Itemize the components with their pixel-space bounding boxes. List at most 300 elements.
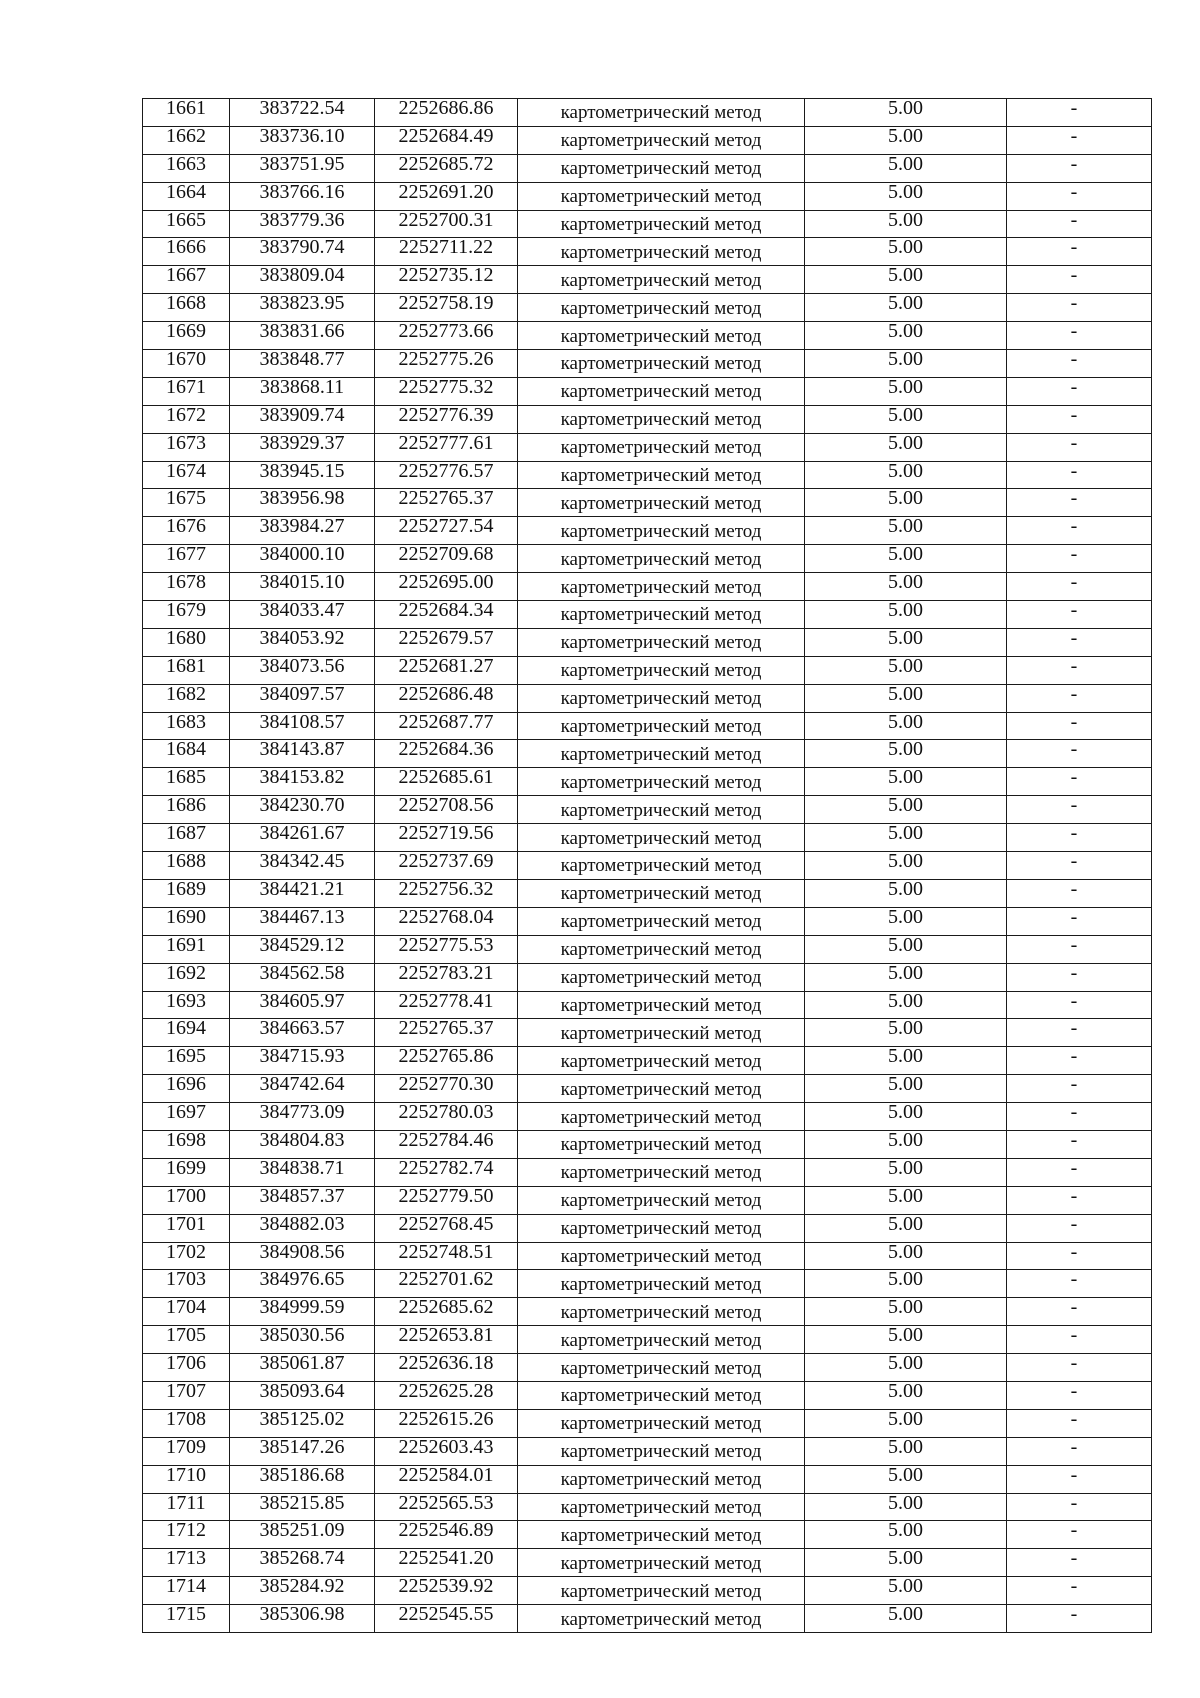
x-coordinate-cell: 385147.26 [230,1437,375,1465]
y-coordinate-cell: 2252711.22 [375,238,518,266]
table-row [143,1465,1152,1493]
point-number-cell: 1698 [143,1130,230,1158]
y-coordinate-cell: 2252784.46 [375,1130,518,1158]
note-cell: - [1007,1158,1152,1186]
point-number-cell: 1674 [143,461,230,489]
method-cell: картометрический метод [518,740,805,768]
method-cell: картометрический метод [518,1437,805,1465]
note-cell: - [1007,963,1152,991]
accuracy-cell: 5.00 [805,1605,1007,1633]
table-row [143,852,1152,880]
y-coordinate-cell: 2252653.81 [375,1326,518,1354]
table-row [143,1214,1152,1242]
x-coordinate-cell: 384562.58 [230,963,375,991]
x-coordinate-cell: 384529.12 [230,935,375,963]
x-coordinate-cell: 383909.74 [230,405,375,433]
point-number-cell: 1702 [143,1242,230,1270]
table-row [143,1242,1152,1270]
method-cell: картометрический метод [518,1075,805,1103]
y-coordinate-cell: 2252775.53 [375,935,518,963]
note-cell: - [1007,712,1152,740]
note-cell: - [1007,1270,1152,1298]
point-number-cell: 1708 [143,1409,230,1437]
x-coordinate-cell: 385093.64 [230,1381,375,1409]
point-number-cell: 1686 [143,796,230,824]
x-coordinate-cell: 384976.65 [230,1270,375,1298]
y-coordinate-cell: 2252684.49 [375,126,518,154]
y-coordinate-cell: 2252679.57 [375,628,518,656]
point-number-cell: 1692 [143,963,230,991]
note-cell: - [1007,1047,1152,1075]
method-cell: картометрический метод [518,907,805,935]
x-coordinate-cell: 385125.02 [230,1409,375,1437]
method-cell: картометрический метод [518,1298,805,1326]
accuracy-cell: 5.00 [805,1047,1007,1075]
y-coordinate-cell: 2252545.55 [375,1605,518,1633]
note-cell: - [1007,405,1152,433]
note-cell: - [1007,1381,1152,1409]
x-coordinate-cell: 385186.68 [230,1465,375,1493]
point-number-cell: 1671 [143,377,230,405]
x-coordinate-cell: 384857.37 [230,1186,375,1214]
accuracy-cell: 5.00 [805,684,1007,712]
point-number-cell: 1714 [143,1577,230,1605]
x-coordinate-cell: 384230.70 [230,796,375,824]
y-coordinate-cell: 2252709.68 [375,545,518,573]
y-coordinate-cell: 2252685.72 [375,154,518,182]
note-cell: - [1007,377,1152,405]
accuracy-cell: 5.00 [805,154,1007,182]
accuracy-cell: 5.00 [805,377,1007,405]
x-coordinate-cell: 384663.57 [230,1019,375,1047]
point-number-cell: 1684 [143,740,230,768]
point-number-cell: 1703 [143,1270,230,1298]
y-coordinate-cell: 2252685.61 [375,768,518,796]
x-coordinate-cell: 384015.10 [230,573,375,601]
accuracy-cell: 5.00 [805,1409,1007,1437]
y-coordinate-cell: 2252636.18 [375,1354,518,1382]
x-coordinate-cell: 384097.57 [230,684,375,712]
accuracy-cell: 5.00 [805,712,1007,740]
accuracy-cell: 5.00 [805,1214,1007,1242]
table-row [143,1521,1152,1549]
table-row [143,1381,1152,1409]
note-cell: - [1007,517,1152,545]
accuracy-cell: 5.00 [805,517,1007,545]
table-row [143,350,1152,378]
method-cell: картометрический метод [518,1270,805,1298]
table-row [143,907,1152,935]
method-cell: картометрический метод [518,796,805,824]
y-coordinate-cell: 2252765.37 [375,1019,518,1047]
point-number-cell: 1669 [143,322,230,350]
y-coordinate-cell: 2252681.27 [375,656,518,684]
accuracy-cell: 5.00 [805,935,1007,963]
table-row [143,1577,1152,1605]
note-cell: - [1007,656,1152,684]
note-cell: - [1007,824,1152,852]
note-cell: - [1007,545,1152,573]
x-coordinate-cell: 384773.09 [230,1103,375,1131]
method-cell: картометрический метод [518,1214,805,1242]
y-coordinate-cell: 2252770.30 [375,1075,518,1103]
table-row [143,628,1152,656]
method-cell: картометрический метод [518,322,805,350]
point-number-cell: 1667 [143,266,230,294]
method-cell: картометрический метод [518,238,805,266]
x-coordinate-cell: 383868.11 [230,377,375,405]
note-cell: - [1007,461,1152,489]
x-coordinate-cell: 384053.92 [230,628,375,656]
point-number-cell: 1687 [143,824,230,852]
point-number-cell: 1704 [143,1298,230,1326]
note-cell: - [1007,294,1152,322]
y-coordinate-cell: 2252584.01 [375,1465,518,1493]
point-number-cell: 1690 [143,907,230,935]
x-coordinate-cell: 384108.57 [230,712,375,740]
note-cell: - [1007,322,1152,350]
point-number-cell: 1681 [143,656,230,684]
y-coordinate-cell: 2252748.51 [375,1242,518,1270]
y-coordinate-cell: 2252541.20 [375,1549,518,1577]
note-cell: - [1007,266,1152,294]
note-cell: - [1007,907,1152,935]
accuracy-cell: 5.00 [805,126,1007,154]
table-row [143,1103,1152,1131]
table-row [143,154,1152,182]
note-cell: - [1007,433,1152,461]
table-row [143,182,1152,210]
accuracy-cell: 5.00 [805,461,1007,489]
method-cell: картометрический метод [518,1354,805,1382]
table-row [143,573,1152,601]
x-coordinate-cell: 384342.45 [230,852,375,880]
note-cell: - [1007,1214,1152,1242]
y-coordinate-cell: 2252765.37 [375,489,518,517]
accuracy-cell: 5.00 [805,1270,1007,1298]
note-cell: - [1007,796,1152,824]
accuracy-cell: 5.00 [805,1130,1007,1158]
table-body [143,99,1152,1633]
point-number-cell: 1666 [143,238,230,266]
y-coordinate-cell: 2252691.20 [375,182,518,210]
table-row [143,656,1152,684]
y-coordinate-cell: 2252615.26 [375,1409,518,1437]
table-row [143,712,1152,740]
accuracy-cell: 5.00 [805,963,1007,991]
x-coordinate-cell: 383945.15 [230,461,375,489]
note-cell: - [1007,1298,1152,1326]
note-cell: - [1007,935,1152,963]
accuracy-cell: 5.00 [805,545,1007,573]
x-coordinate-cell: 384421.21 [230,879,375,907]
y-coordinate-cell: 2252684.36 [375,740,518,768]
y-coordinate-cell: 2252701.62 [375,1270,518,1298]
accuracy-cell: 5.00 [805,796,1007,824]
table-row [143,1075,1152,1103]
point-number-cell: 1688 [143,852,230,880]
accuracy-cell: 5.00 [805,1549,1007,1577]
table-row [143,405,1152,433]
y-coordinate-cell: 2252765.86 [375,1047,518,1075]
method-cell: картометрический метод [518,684,805,712]
x-coordinate-cell: 383984.27 [230,517,375,545]
y-coordinate-cell: 2252783.21 [375,963,518,991]
method-cell: картометрический метод [518,1019,805,1047]
note-cell: - [1007,740,1152,768]
note-cell: - [1007,601,1152,629]
table-row [143,99,1152,127]
accuracy-cell: 5.00 [805,991,1007,1019]
table-row [143,1298,1152,1326]
x-coordinate-cell: 383956.98 [230,489,375,517]
y-coordinate-cell: 2252735.12 [375,266,518,294]
table-row [143,545,1152,573]
note-cell: - [1007,154,1152,182]
point-number-cell: 1699 [143,1158,230,1186]
method-cell: картометрический метод [518,350,805,378]
note-cell: - [1007,1493,1152,1521]
accuracy-cell: 5.00 [805,1493,1007,1521]
method-cell: картометрический метод [518,99,805,127]
note-cell: - [1007,238,1152,266]
y-coordinate-cell: 2252603.43 [375,1437,518,1465]
x-coordinate-cell: 384999.59 [230,1298,375,1326]
x-coordinate-cell: 384261.67 [230,824,375,852]
point-number-cell: 1675 [143,489,230,517]
note-cell: - [1007,126,1152,154]
method-cell: картометрический метод [518,712,805,740]
x-coordinate-cell: 383831.66 [230,322,375,350]
method-cell: картометрический метод [518,824,805,852]
method-cell: картометрический метод [518,601,805,629]
method-cell: картометрический метод [518,879,805,907]
x-coordinate-cell: 383809.04 [230,266,375,294]
accuracy-cell: 5.00 [805,768,1007,796]
point-number-cell: 1689 [143,879,230,907]
y-coordinate-cell: 2252625.28 [375,1381,518,1409]
note-cell: - [1007,852,1152,880]
note-cell: - [1007,573,1152,601]
point-number-cell: 1696 [143,1075,230,1103]
method-cell: картометрический метод [518,1158,805,1186]
x-coordinate-cell: 383823.95 [230,294,375,322]
x-coordinate-cell: 384153.82 [230,768,375,796]
method-cell: картометрический метод [518,294,805,322]
table-row [143,238,1152,266]
method-cell: картометрический метод [518,963,805,991]
point-number-cell: 1677 [143,545,230,573]
point-number-cell: 1668 [143,294,230,322]
point-number-cell: 1710 [143,1465,230,1493]
accuracy-cell: 5.00 [805,1186,1007,1214]
note-cell: - [1007,1521,1152,1549]
point-number-cell: 1706 [143,1354,230,1382]
note-cell: - [1007,1577,1152,1605]
x-coordinate-cell: 385030.56 [230,1326,375,1354]
method-cell: картометрический метод [518,1493,805,1521]
accuracy-cell: 5.00 [805,433,1007,461]
method-cell: картометрический метод [518,154,805,182]
note-cell: - [1007,99,1152,127]
table-row [143,1549,1152,1577]
table-row [143,489,1152,517]
x-coordinate-cell: 383766.16 [230,182,375,210]
y-coordinate-cell: 2252780.03 [375,1103,518,1131]
table-row [143,963,1152,991]
accuracy-cell: 5.00 [805,907,1007,935]
point-number-cell: 1680 [143,628,230,656]
note-cell: - [1007,1130,1152,1158]
y-coordinate-cell: 2252539.92 [375,1577,518,1605]
table-row [143,294,1152,322]
table-row [143,377,1152,405]
point-number-cell: 1685 [143,768,230,796]
table-row [143,1270,1152,1298]
method-cell: картометрический метод [518,461,805,489]
y-coordinate-cell: 2252773.66 [375,322,518,350]
y-coordinate-cell: 2252776.39 [375,405,518,433]
x-coordinate-cell: 384467.13 [230,907,375,935]
point-number-cell: 1715 [143,1605,230,1633]
y-coordinate-cell: 2252695.00 [375,573,518,601]
x-coordinate-cell: 384742.64 [230,1075,375,1103]
note-cell: - [1007,1103,1152,1131]
point-number-cell: 1673 [143,433,230,461]
method-cell: картометрический метод [518,433,805,461]
note-cell: - [1007,991,1152,1019]
method-cell: картометрический метод [518,1605,805,1633]
point-number-cell: 1705 [143,1326,230,1354]
x-coordinate-cell: 385215.85 [230,1493,375,1521]
method-cell: картометрический метод [518,1521,805,1549]
table-row [143,461,1152,489]
y-coordinate-cell: 2252768.45 [375,1214,518,1242]
note-cell: - [1007,1409,1152,1437]
accuracy-cell: 5.00 [805,1019,1007,1047]
y-coordinate-cell: 2252775.26 [375,350,518,378]
method-cell: картометрический метод [518,210,805,238]
y-coordinate-cell: 2252775.32 [375,377,518,405]
accuracy-cell: 5.00 [805,1465,1007,1493]
method-cell: картометрический метод [518,517,805,545]
method-cell: картометрический метод [518,1130,805,1158]
table-row [143,1493,1152,1521]
table-row [143,210,1152,238]
note-cell: - [1007,879,1152,907]
method-cell: картометрический метод [518,656,805,684]
point-number-cell: 1712 [143,1521,230,1549]
table-row [143,1326,1152,1354]
table-row [143,796,1152,824]
table-row [143,601,1152,629]
accuracy-cell: 5.00 [805,1103,1007,1131]
accuracy-cell: 5.00 [805,1381,1007,1409]
table-row [143,991,1152,1019]
accuracy-cell: 5.00 [805,1158,1007,1186]
table-row [143,266,1152,294]
accuracy-cell: 5.00 [805,1326,1007,1354]
point-number-cell: 1662 [143,126,230,154]
method-cell: картометрический метод [518,1242,805,1270]
accuracy-cell: 5.00 [805,852,1007,880]
point-number-cell: 1697 [143,1103,230,1131]
y-coordinate-cell: 2252687.77 [375,712,518,740]
accuracy-cell: 5.00 [805,824,1007,852]
y-coordinate-cell: 2252758.19 [375,294,518,322]
y-coordinate-cell: 2252686.48 [375,684,518,712]
x-coordinate-cell: 384073.56 [230,656,375,684]
method-cell: картометрический метод [518,489,805,517]
method-cell: картометрический метод [518,545,805,573]
table-row [143,1130,1152,1158]
y-coordinate-cell: 2252700.31 [375,210,518,238]
point-number-cell: 1713 [143,1549,230,1577]
method-cell: картометрический метод [518,1465,805,1493]
x-coordinate-cell: 384838.71 [230,1158,375,1186]
point-number-cell: 1679 [143,601,230,629]
table-row [143,684,1152,712]
point-number-cell: 1693 [143,991,230,1019]
y-coordinate-cell: 2252782.74 [375,1158,518,1186]
y-coordinate-cell: 2252719.56 [375,824,518,852]
note-cell: - [1007,1186,1152,1214]
table-row [143,126,1152,154]
x-coordinate-cell: 384000.10 [230,545,375,573]
note-cell: - [1007,628,1152,656]
y-coordinate-cell: 2252686.86 [375,99,518,127]
point-number-cell: 1670 [143,350,230,378]
note-cell: - [1007,350,1152,378]
accuracy-cell: 5.00 [805,1521,1007,1549]
method-cell: картометрический метод [518,991,805,1019]
accuracy-cell: 5.00 [805,405,1007,433]
accuracy-cell: 5.00 [805,238,1007,266]
x-coordinate-cell: 384605.97 [230,991,375,1019]
point-number-cell: 1672 [143,405,230,433]
note-cell: - [1007,1354,1152,1382]
x-coordinate-cell: 383751.95 [230,154,375,182]
point-number-cell: 1711 [143,1493,230,1521]
accuracy-cell: 5.00 [805,573,1007,601]
y-coordinate-cell: 2252776.57 [375,461,518,489]
x-coordinate-cell: 383790.74 [230,238,375,266]
point-number-cell: 1663 [143,154,230,182]
point-number-cell: 1707 [143,1381,230,1409]
y-coordinate-cell: 2252684.34 [375,601,518,629]
method-cell: картометрический метод [518,1549,805,1577]
point-number-cell: 1682 [143,684,230,712]
table-row [143,768,1152,796]
method-cell: картометрический метод [518,768,805,796]
point-number-cell: 1691 [143,935,230,963]
x-coordinate-cell: 385251.09 [230,1521,375,1549]
method-cell: картометрический метод [518,628,805,656]
accuracy-cell: 5.00 [805,1075,1007,1103]
method-cell: картометрический метод [518,266,805,294]
accuracy-cell: 5.00 [805,601,1007,629]
table-row [143,824,1152,852]
accuracy-cell: 5.00 [805,1242,1007,1270]
method-cell: картометрический метод [518,573,805,601]
x-coordinate-cell: 385268.74 [230,1549,375,1577]
table-row [143,1047,1152,1075]
y-coordinate-cell: 2252546.89 [375,1521,518,1549]
method-cell: картометрический метод [518,1577,805,1605]
point-number-cell: 1694 [143,1019,230,1047]
x-coordinate-cell: 383929.37 [230,433,375,461]
y-coordinate-cell: 2252777.61 [375,433,518,461]
